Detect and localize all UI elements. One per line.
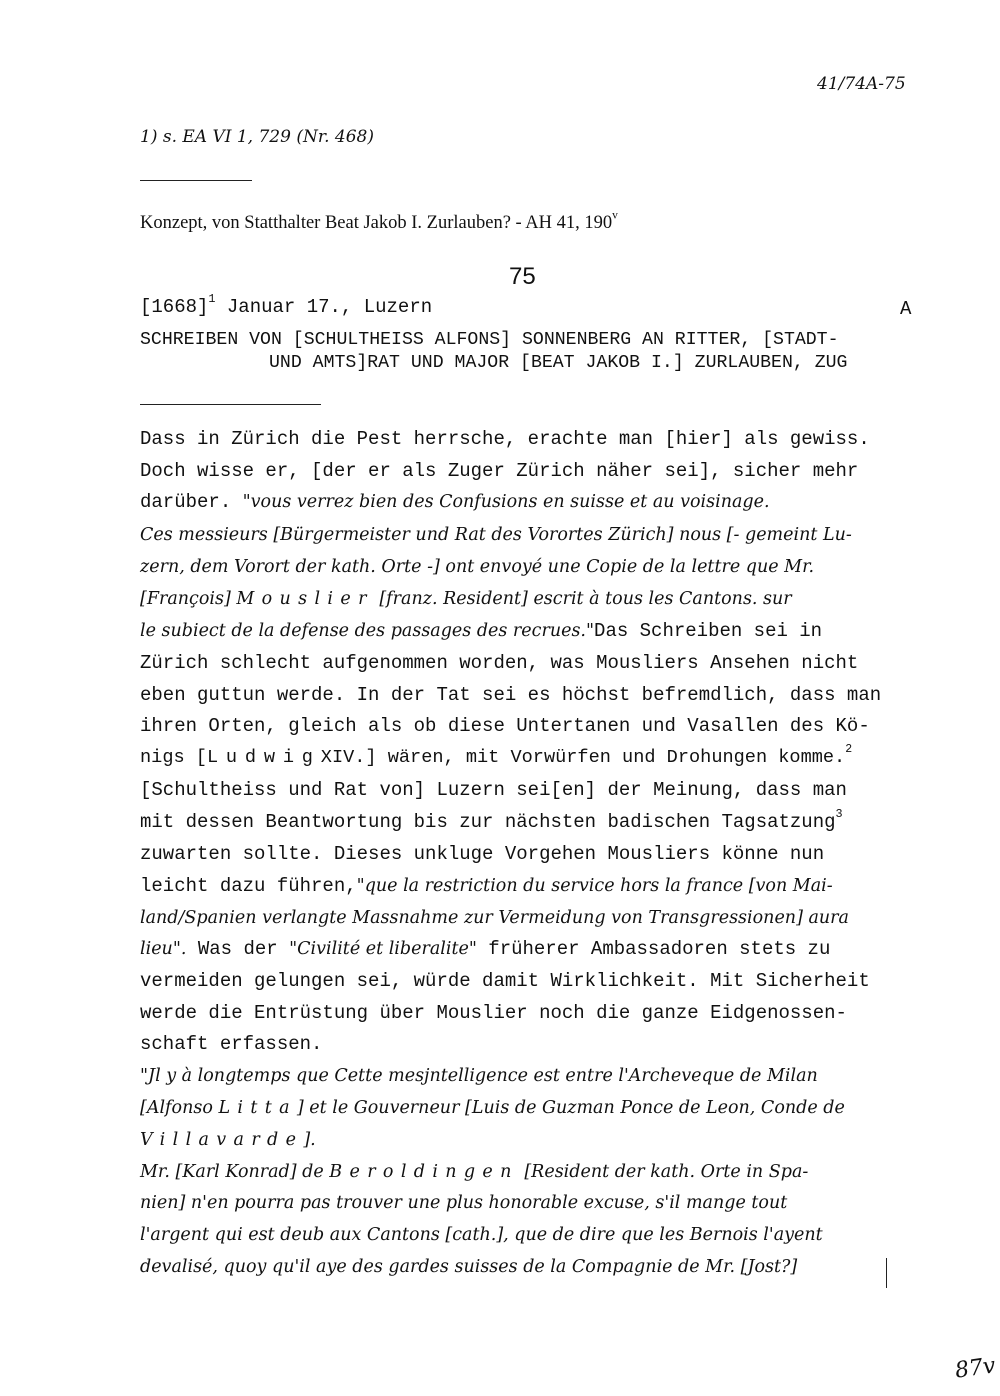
body-line-6 <box>140 589 792 609</box>
body-line-17-d: früherer Ambassadoren stets zu <box>488 938 831 960</box>
body-line-11-a: nigs [ <box>140 747 207 768</box>
source-note-text: Konzept, von Statthalter Beat Jakob I. Zurlauben? - AH 41, 190 <box>140 213 613 233</box>
body-line-4: Ces messieurs [Bürgermeister und Rat des Vorortes Zürich] nous [- gemeint Lu- <box>140 525 852 545</box>
source-note-superscript: v <box>612 209 618 222</box>
footnote-rule <box>140 180 252 181</box>
body-line-25: nien] n'en pourra pas trouver une plus honorable excuse, s'il mange tout <box>140 1193 788 1213</box>
footnote-ref-3: 3 <box>835 807 843 821</box>
entry-year: [1668] <box>140 296 209 318</box>
body-line-3-b: "vous verrez bien des Confusions en suisse et au voisinage. <box>242 492 770 512</box>
body-line-13 <box>140 807 843 833</box>
body-line-12: [Schultheiss und Rat von] Luzern sei[en] der Meinung, dass man <box>140 779 847 801</box>
body-line-19: werde die Entrüstung über Mouslier noch die ganze Eidgenossen- <box>140 1002 847 1024</box>
body-line-18: vermeiden gelungen sei, würde damit Wirklichkeit. Mit Sicherheit <box>140 970 870 992</box>
entry-letter: A <box>900 298 912 320</box>
body-line-15 <box>140 875 833 897</box>
body-line-3-a: darüber. <box>140 491 232 513</box>
body-line-7-b: Das Schreiben sei in <box>594 620 823 642</box>
entry-title-line-2: UND AMTS]RAT UND MAJOR [BEAT JAKOB I.] ZURLAUBEN, ZUG <box>269 353 848 373</box>
entry-title-line-1: SCHREIBEN VON [SCHULTHEISS ALFONS] SONNENBERG AN RITTER, [STADT- <box>140 330 839 350</box>
body-line-24-c: [Resident der kath. Orte in Spa- <box>524 1162 809 1182</box>
body-line-3 <box>140 491 770 513</box>
body-line-22-a: [Alfonso <box>140 1098 213 1118</box>
body-line-10: ihren Orten, gleich als ob diese Untertanen und Vasallen des Kö- <box>140 715 870 737</box>
body-line-23 <box>140 1130 316 1150</box>
footnote-1: 1) s. EA VI 1, 729 (Nr. 468) <box>140 127 374 147</box>
line-end-mark <box>886 1258 887 1288</box>
body-line-2: Doch wisse er, [der er als Zuger Zürich näher sei], sicher mehr <box>140 460 859 482</box>
body-line-8: Zürich schlecht aufgenommen worden, was Mousliers Ansehen nicht <box>140 652 859 674</box>
body-line-17-c: "Civilité et liberalite" <box>289 939 477 959</box>
body-line-17-a: lieu". <box>140 939 187 959</box>
body-line-21: "Jl y à longtemps que Cette mesjntelligence est entre l'Archeveque de Milan <box>140 1066 818 1086</box>
body-line-20: schaft erfassen. <box>140 1033 323 1055</box>
body-line-24-a: Mr. [Karl Konrad] de <box>140 1162 324 1182</box>
body-line-17-b: Was der <box>197 938 278 960</box>
body-line-24 <box>140 1162 808 1182</box>
entry-date-place <box>140 292 433 318</box>
body-line-15-a: leicht dazu führen, <box>140 875 357 897</box>
place-villavarde: Villavarde <box>140 1130 304 1150</box>
title-rule <box>140 404 321 405</box>
handwritten-folio-note: 87v <box>953 1353 997 1384</box>
body-line-13-text: mit dessen Beantwortung bis zur nächsten badischen Tagsatzung <box>140 811 836 833</box>
person-ludwig: Ludwig <box>206 747 321 768</box>
body-line-1: Dass in Zürich die Pest herrsche, erachte man [hier] als gewiss. <box>140 428 870 450</box>
body-line-5: zern, dem Vorort der kath. Orte -] ont envoyé une Copie de la lettre que Mr. <box>140 557 815 577</box>
body-line-6-a: [François] <box>140 589 231 609</box>
entry-number: 75 <box>509 263 536 290</box>
body-line-7 <box>140 620 822 642</box>
entry-year-footnote: 1 <box>208 292 216 306</box>
page-reference: 41/74A-75 <box>817 74 906 94</box>
body-line-7-a: le subiect de la defense des passages des recrues." <box>140 621 595 641</box>
source-note <box>140 209 618 234</box>
body-line-9: eben guttun werde. In der Tat sei es höchst befremdlich, dass man <box>140 684 882 706</box>
body-line-22 <box>140 1098 845 1118</box>
body-line-16: land/Spanien verlangte Massnahme zur Vermeidung von Transgressionen] aura <box>140 908 849 928</box>
person-beroldingen: Beroldingen <box>329 1162 519 1182</box>
body-line-11 <box>140 743 853 768</box>
body-line-6-c: [franz. Resident] escrit à tous les Cantons. sur <box>379 589 792 609</box>
body-line-11-c: XIV.] wären, mit Vorwürfen und Drohungen komme. <box>320 747 846 768</box>
body-line-23-b: ]. <box>303 1130 316 1150</box>
body-line-26: l'argent qui est deub aux Cantons [cath.], que de dire que les Bernois l'ayent <box>140 1225 823 1245</box>
body-line-14: zuwarten sollte. Dieses unkluge Vorgehen Mousliers könne nun <box>140 843 825 865</box>
body-line-22-c: ] et le Gouverneur [Luis de Guzman Ponce de Leon, Conde de <box>296 1098 845 1118</box>
entry-date: Januar 17., Luzern <box>226 296 433 318</box>
footnote-ref-2: 2 <box>845 743 853 757</box>
person-mouslier: Mouslier <box>236 589 374 609</box>
body-line-27: devalisé, quoy qu'il aye des gardes suisses de la Compagnie de Mr. [Jost?] <box>140 1257 798 1277</box>
body-line-15-b: "que la restriction du service hors la france [von Mai- <box>356 876 833 896</box>
body-line-17 <box>140 938 830 960</box>
person-litta: Litta <box>218 1098 297 1118</box>
